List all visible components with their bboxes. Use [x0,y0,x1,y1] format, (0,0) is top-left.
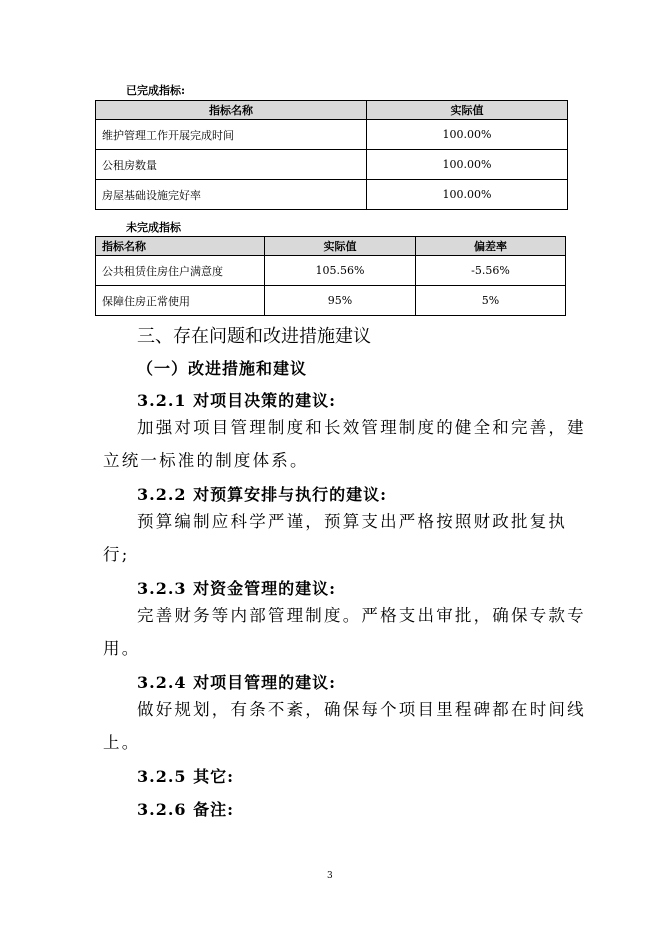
actual-value-cell: 105.56% [265,256,416,286]
indicator-name-cell: 保障住房正常使用 [96,286,265,316]
indicator-name-cell: 公租房数量 [96,150,367,180]
completed-indicators-table [95,100,568,210]
column-header-indicator-name: 指标名称 [96,237,265,256]
item-body-line: 完善财务等内部管理制度。严格支出审批，确保专款专 [137,606,586,625]
item-body-line: 上。 [103,733,141,752]
table-row [96,256,566,286]
table-header-row [96,101,568,120]
column-header-actual-value: 实际值 [265,237,416,256]
indicator-name-cell: 维护管理工作开展完成时间 [96,120,367,150]
item-body-line: 预算编制应科学严谨，预算支出严格按照财政批复执 [137,512,568,531]
item-heading-funds: 3.2.3 对资金管理的建议: [137,579,337,598]
item-body-line: 行; [103,545,130,564]
column-header-deviation-rate: 偏差率 [416,237,566,256]
table-row [96,150,568,180]
item-body-line: 立统一标准的制度体系。 [103,451,309,470]
indicator-name-cell: 房屋基础设施完好率 [96,180,367,210]
column-header-actual-value: 实际值 [367,101,568,120]
item-body-line: 加强对项目管理制度和长效管理制度的健全和完善，建 [137,418,586,437]
item-heading-decision: 3.2.1 对项目决策的建议: [137,391,337,410]
table-row [96,286,566,316]
column-header-indicator-name: 指标名称 [96,101,367,120]
table-header-row [96,237,566,256]
deviation-rate-cell: 5% [416,286,566,316]
item-body-line: 做好规划，有条不紊，确保每个项目里程碑都在时间线 [137,700,586,719]
section-title: 三、存在问题和改进措施建议 [137,326,371,347]
indicator-name-cell: 公共租赁住房住户满意度 [96,256,265,286]
actual-value-cell: 95% [265,286,416,316]
item-heading-budget: 3.2.2 对预算安排与执行的建议: [137,485,388,504]
actual-value-cell: 100.00% [367,150,568,180]
incomplete-indicators-table [95,236,566,316]
item-body-line: 用。 [103,639,141,658]
table-row [96,120,568,150]
actual-value-cell: 100.00% [367,120,568,150]
item-heading-notes: 3.2.6 备注: [137,800,235,819]
table-row [96,180,568,210]
deviation-rate-cell: -5.56% [416,256,566,286]
item-heading-project: 3.2.4 对项目管理的建议: [137,673,337,692]
actual-value-cell: 100.00% [367,180,568,210]
subsection-title: （一）改进措施和建议 [137,359,308,378]
completed-indicators-label: 已完成指标: [126,84,186,97]
incomplete-indicators-label: 未完成指标 [126,221,181,234]
page-number: 3 [327,871,333,881]
item-heading-other: 3.2.5 其它: [137,767,235,786]
